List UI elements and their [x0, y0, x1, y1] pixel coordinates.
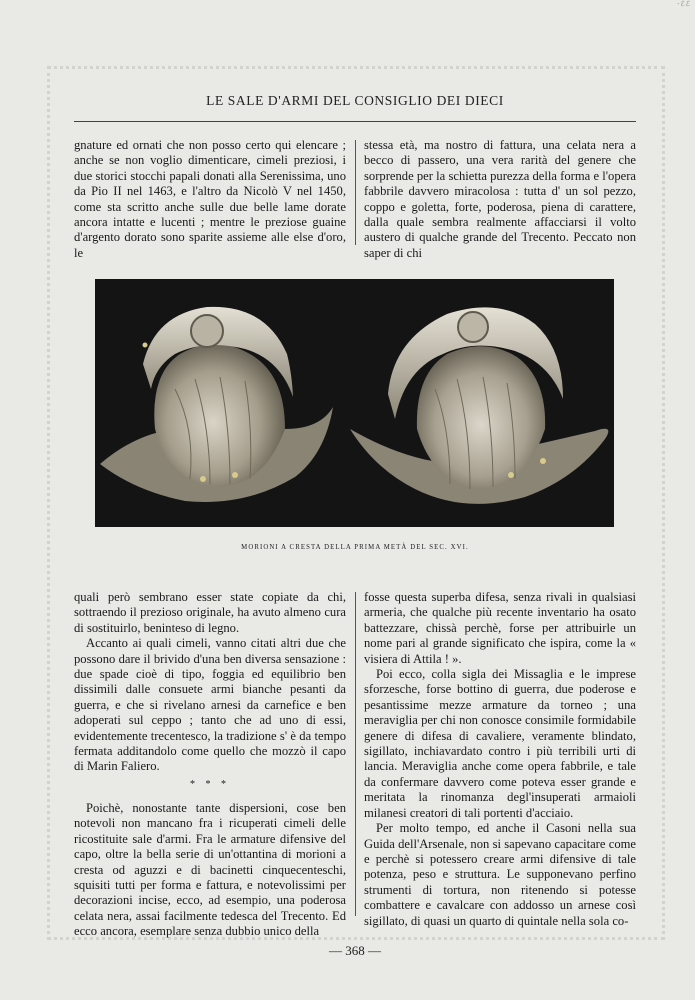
- paragraph: Poichè, nonostante tante dispersioni, cose ben notevoli non mancano fra i ricuperati cimeli delle ricostituite sale d'armi. Fra le armature difensive del capo, oltre la bella serie di un'ottantina di morioni a cresta od aguzzi e di bacinetti cinquecenteschi, squisiti tutti per forma e fattura, e notevolissimi per decorazioni incise, ecco, ad esempio, una poderosa celata nera, assai facilmente tedesca del Trecento. Ed ecco ancora, esemplare senza dubbio unico della: [74, 800, 346, 939]
- column-divider: [355, 592, 356, 916]
- column-top-right: [364, 138, 636, 261]
- section-break-asterisks: * * *: [190, 778, 230, 790]
- paragraph: Accanto ai quali cimeli, vanno citati altri due che possono dare il brivido d'una ben diversa sensazione : due spade cioè di tipo, foggia ed equilibrio ben dissimili dalle consuete armi bianche pesanti da guerra, e che si rivelano arnesi da carnefice e ben adoperati sul ceppo ; tanto che ad uno di essi, evidentemente trecentesco, la tradizione s' è da tempo fermata additandolo come quello che mozzò il capo di Marin Faliero.: [74, 636, 346, 774]
- paragraph: Per molto tempo, ed anche il Casoni nella sua Guida dell'Arsenale, non si sapevano capacitare come e perchè si potessero creare armi difensive di tale potenza, peso e struttura. Le supponevano perfino strumenti di tortura, non ritenendo si potesse combattere e cavalcare con addosso un arnese così sigillato, di quasi un quarto di quintale nella sola co-: [364, 821, 636, 928]
- figure-caption: MORIONI A CRESTA DELLA PRIMA METÀ DEL SEC. XVI.: [241, 544, 469, 551]
- header-rule: [74, 121, 636, 122]
- paragraph: fosse questa superba difesa, senza rivali in qualsiasi armeria, che qualche più recente inventario ha osato battezzare, chissà perchè, forse per attribuirle un nome pari al grande significato che ispira, come la « visiera di Attila ! ».: [364, 590, 636, 666]
- paragraph: Poi ecco, colla sigla dei Missaglia e le imprese sforzesche, forse bottino di guerra, due poderose e pesantissime mezze armature da torneo ; una meraviglia per chi non conosce consimile formidabile genere di difesa di cavaliere, veramente blindato, sigillato, inchiavardato contro i più terribili urti di lancia. Meraviglia anche come opera fabbrile, e tale da confermare davvero come poteva esser grande e meritata la rinomanza degl'insuperati armaioli milanesi creatori di tali portenti d'acciaio.: [364, 667, 636, 820]
- running-head: LE SALE D'ARMI DEL CONSIGLIO DEI DIECI: [206, 93, 504, 108]
- paragraph: gnature ed ornati che non posso certo qui elencare ; anche se non voglio dimenticare, cimeli preziosi, i due storici stocchi papali donati alla Serenissima, uno da Pio II nel 1463, e l'altro da Nicolò V nel 1450, come sta scritto anche sulle due belle lame dorate ancora intatte e lucenti ; mentre le preziose guaine d'argento dorato sono sparite assieme alle else d'oro, le: [74, 138, 346, 260]
- column-bottom-left: [74, 590, 346, 940]
- page-number: — 368 —: [329, 943, 381, 958]
- paragraph: stessa età, ma nostro di fattura, una celata nera a becco di passero, una vera rarità del genere che sorprende per la schietta purezza della forma e l'opera fabbrile davvero miracolosa : tutta d' un sol pezzo, coppo e goletta, forte, poderosa, piena di carattere, dalla quale sembra realmente affacciarsi il volto austero di qualche grande del Trecento. Peccato non saper di chi: [364, 138, 636, 260]
- column-divider: [355, 140, 356, 245]
- column-bottom-right: [364, 590, 636, 929]
- paragraph: quali però sembrano esser state copiate da chi, sottraendo il prezioso originale, ha avuto almeno cura di sostituirlo, beninteso di legno.: [74, 590, 346, 635]
- corner-mark: -ℰℰ: [677, 0, 691, 8]
- column-top-left: [74, 138, 346, 261]
- morions-illustration: [95, 279, 614, 527]
- figure-photo-morions: [95, 279, 614, 527]
